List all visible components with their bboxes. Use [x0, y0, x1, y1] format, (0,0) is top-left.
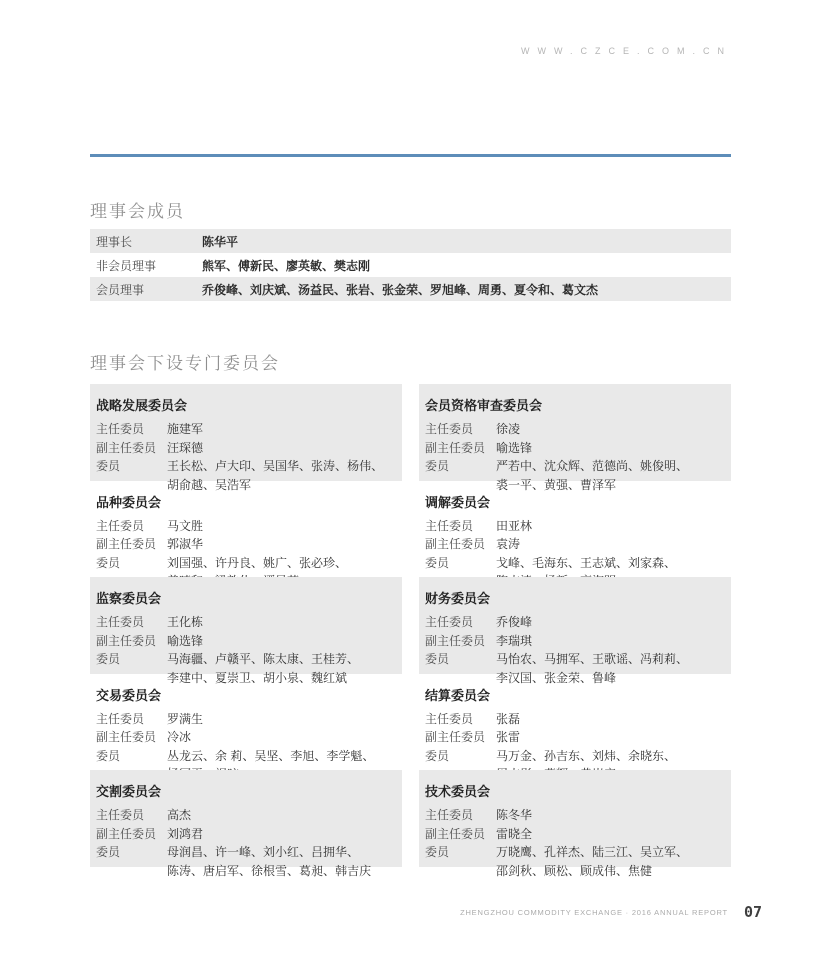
page-number: 07: [743, 903, 762, 921]
committee-card-clearing: [419, 674, 731, 771]
chair-name: 田亚林: [496, 518, 533, 533]
table-row: [90, 277, 731, 301]
role-label: 主任委员: [96, 518, 145, 533]
chair-name: 乔俊峰: [496, 615, 533, 629]
role-label: 主任委员: [425, 422, 474, 436]
role-label: 主任委员: [96, 422, 145, 436]
committee-name: 技术委员会: [425, 784, 491, 799]
chair-name: 高杰: [167, 808, 192, 822]
committee-card-trading: [90, 674, 402, 771]
committees-section-title: 理事会下设专门委员会: [90, 354, 280, 373]
committee-card-delivery: [90, 770, 402, 878]
role-label: 副主任委员: [96, 730, 157, 744]
chair-name: 徐凌: [496, 422, 521, 436]
committee-card-mediation: [419, 481, 731, 578]
vice-chair-name: 郭淑华: [167, 537, 204, 551]
row-value: 陈华平: [202, 234, 239, 249]
role-label: 主任委员: [425, 615, 474, 629]
committee-name: 财务委员会: [425, 591, 491, 606]
vice-chair-name: 雷晓全: [496, 826, 533, 841]
member-names: 母润昌、许一峰、刘小红、吕拥华、陈涛、唐启军、徐根雪、葛昶、韩吉庆: [167, 845, 372, 878]
chair-name: 张磊: [496, 711, 521, 726]
table-row: [90, 229, 731, 253]
role-label: 主任委员: [96, 615, 145, 629]
role-label: 主任委员: [425, 711, 474, 726]
committee-name: 会员资格审查委员会: [425, 398, 543, 413]
page-footer: [460, 903, 762, 921]
committee-card-membership-review: [419, 384, 731, 492]
vice-chair-name: 喻选锋: [496, 440, 533, 455]
vice-chair-name: 李瑞琪: [496, 633, 533, 648]
role-label: 委员: [425, 845, 450, 859]
role-label: 委员: [96, 652, 121, 666]
role-label: 副主任委员: [425, 440, 486, 455]
committee-name: 品种委员会: [96, 494, 162, 510]
vice-chair-name: 汪琛德: [167, 440, 204, 455]
chair-name: 施建军: [167, 422, 204, 436]
role-label: 委员: [96, 555, 121, 570]
committee-name: 战略发展委员会: [96, 398, 188, 413]
row-value: 熊军、傅新民、廖英敏、樊志刚: [202, 258, 371, 273]
row-label: 非会员理事: [96, 258, 157, 273]
committee-name: 结算委员会: [425, 687, 491, 703]
role-label: 副主任委员: [425, 633, 486, 648]
footer-report-title: ZHENGZHOU COMMODITY EXCHANGE · 2016 ANNUAL REPORT: [460, 907, 728, 917]
member-names: 戈峰、毛海东、王志斌、刘家森、: [496, 555, 677, 570]
board-members-table: [90, 229, 731, 301]
role-label: 副主任委员: [425, 537, 486, 551]
role-label: 副主任委员: [96, 537, 157, 551]
role-label: 委员: [425, 748, 450, 763]
role-label: 主任委员: [96, 711, 145, 726]
website-url: WWW.CZCE.COM.CN: [521, 46, 732, 56]
chair-name: 马文胜: [167, 518, 204, 533]
row-value: 乔俊峰、刘庆斌、汤益民、张岩、张金荣、罗旭峰、周勇、夏令和、葛文杰: [202, 282, 599, 297]
vice-chair-name: 喻选锋: [167, 633, 204, 648]
member-names: 丛龙云、余 莉、吴坚、李旭、李学魁、: [167, 748, 375, 763]
chair-name: 罗满生: [167, 711, 204, 726]
role-label: 委员: [425, 555, 450, 570]
role-label: 委员: [96, 748, 121, 763]
board-section-title: 理事会成员: [90, 202, 185, 221]
chair-name: 陈冬华: [496, 808, 533, 822]
committee-card-finance: [419, 577, 731, 685]
member-names: 严若中、沈众辉、范德尚、姚俊明、裘一平、黄强、曹泽军: [496, 459, 689, 492]
committee-name: 交易委员会: [96, 687, 162, 703]
role-label: 副主任委员: [425, 826, 486, 841]
committee-card-variety: [90, 481, 402, 578]
role-label: 主任委员: [96, 808, 145, 822]
role-label: 副主任委员: [425, 730, 486, 744]
chair-name: 王化栋: [167, 615, 204, 629]
committees-grid: [90, 384, 731, 878]
role-label: 委员: [96, 459, 121, 473]
vice-chair-name: 刘鸿君: [167, 826, 204, 841]
role-label: 副主任委员: [96, 440, 157, 455]
committee-name: 监察委员会: [96, 591, 162, 606]
table-row: [90, 253, 731, 277]
vice-chair-name: 张雷: [496, 730, 521, 744]
role-label: 委员: [425, 459, 450, 473]
vice-chair-name: 袁涛: [496, 537, 521, 551]
role-label: 副主任委员: [96, 826, 157, 841]
committee-name: 调解委员会: [425, 494, 491, 510]
row-label: 会员理事: [96, 282, 145, 297]
committee-card-strategy: [90, 384, 402, 492]
accent-divider: [90, 154, 731, 157]
vice-chair-name: 冷冰: [167, 730, 192, 744]
role-label: 主任委员: [425, 518, 474, 533]
member-names: 万晓鹰、孔祥杰、陆三江、吴立军、邵剑秋、顾松、顾成伟、焦健: [496, 845, 689, 878]
member-names: 马万金、孙吉东、刘炜、余晓东、: [496, 748, 677, 763]
role-label: 主任委员: [425, 808, 474, 822]
role-label: 委员: [425, 652, 450, 666]
committee-card-supervisory: [90, 577, 402, 685]
member-names: 马海疆、卢赣平、陈太康、王桂芳、李建中、夏崇卫、胡小泉、魏红斌: [167, 652, 360, 685]
committee-name: 交割委员会: [96, 784, 162, 799]
role-label: 副主任委员: [96, 633, 157, 648]
member-names: 王长松、卢大印、吴国华、张涛、杨伟、胡俞越、吴浩军: [167, 459, 384, 492]
role-label: 委员: [96, 845, 121, 859]
row-label: 理事长: [96, 234, 133, 249]
member-names: 马怡农、马拥军、王歌谣、冯莉莉、李汉国、张金荣、鲁峰: [496, 652, 689, 685]
committee-card-technology: [419, 770, 731, 878]
member-names: 刘国强、许丹良、姚广、张必珍、: [167, 555, 348, 570]
